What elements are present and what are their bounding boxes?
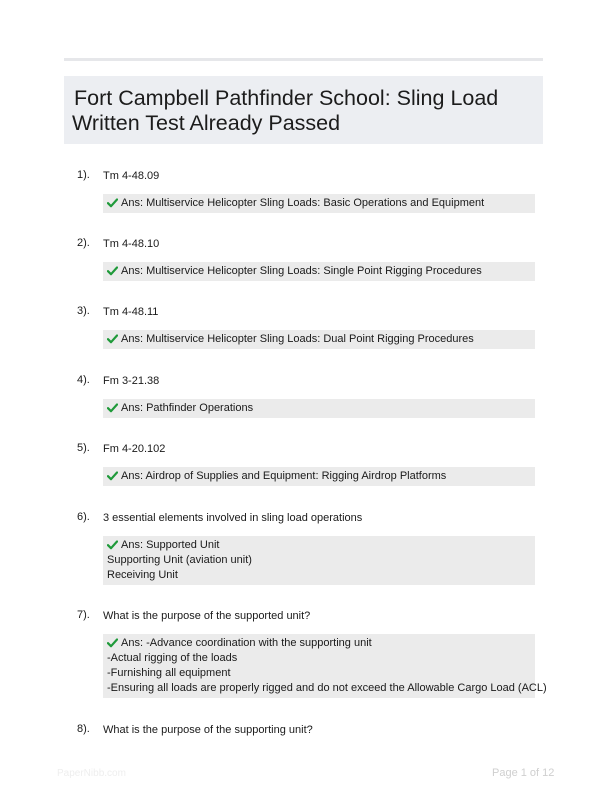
- question-number: 1).: [77, 169, 90, 181]
- answer-line: Receiving Unit: [107, 569, 178, 581]
- answer-text: Ans: Multiservice Helicopter Sling Loads: Single Point Rigging Procedures: [121, 265, 482, 277]
- question-text: Fm 4-20.102: [103, 443, 166, 455]
- check-icon: [107, 638, 121, 648]
- answer-box: [103, 262, 535, 281]
- answer-line: -Furnishing all equipment: [107, 667, 231, 679]
- footer-watermark: PaperNibb.com: [57, 768, 126, 779]
- answer-text: Ans: Multiservice Helicopter Sling Loads: Dual Point Rigging Procedures: [121, 333, 474, 345]
- question-text: Fm 3-21.38: [103, 375, 160, 387]
- check-icon: [107, 403, 121, 413]
- answer-text: Ans: Supported Unit: [121, 539, 220, 551]
- answer-line: -Ensuring all loads are properly rigged and do not exceed the Allowable Cargo Load (ACL): [107, 682, 547, 694]
- question-number: 7).: [77, 609, 90, 621]
- answer-box: [103, 399, 535, 418]
- question-number: 6).: [77, 511, 90, 523]
- question-number: 8).: [77, 723, 90, 735]
- check-icon: [107, 266, 121, 276]
- answer-box: [103, 536, 535, 585]
- title-line-2: Written Test Already Passed: [72, 111, 341, 135]
- check-icon: [107, 471, 121, 481]
- question-text: What is the purpose of the supporting unit?: [103, 724, 313, 736]
- answer-text: Ans: Pathfinder Operations: [121, 402, 254, 414]
- answer-text: Ans: Multiservice Helicopter Sling Loads: Basic Operations and Equipment: [121, 197, 485, 209]
- question-number: 5).: [77, 442, 90, 454]
- check-icon: [107, 198, 121, 208]
- question-text: 3 essential elements involved in sling load operations: [103, 512, 363, 524]
- check-icon: [107, 540, 121, 550]
- answer-line: -Actual rigging of the loads: [107, 652, 238, 664]
- answer-line: Supporting Unit (aviation unit): [107, 554, 252, 566]
- check-icon: [107, 334, 121, 344]
- question-number: 4).: [77, 374, 90, 386]
- page-indicator: Page 1 of 12: [492, 767, 555, 779]
- answer-box: [103, 330, 535, 349]
- question-text: What is the purpose of the supported unit?: [103, 610, 311, 622]
- document-title: [64, 76, 543, 144]
- title-line-1: Fort Campbell Pathfinder School: Sling Load: [74, 86, 499, 110]
- answer-box: [103, 467, 535, 486]
- top-divider: [64, 58, 543, 61]
- question-number: 2).: [77, 237, 90, 249]
- question-text: Tm 4-48.09: [103, 170, 160, 182]
- question-number: 3).: [77, 305, 90, 317]
- answer-text: Ans: -Advance coordination with the supporting unit: [121, 637, 372, 649]
- answer-box: [103, 634, 547, 698]
- question-text: Tm 4-48.10: [103, 238, 160, 250]
- answer-text: Ans: Airdrop of Supplies and Equipment: Rigging Airdrop Platforms: [121, 470, 447, 482]
- question-text: Tm 4-48.11: [103, 306, 159, 318]
- answer-box: [103, 194, 535, 213]
